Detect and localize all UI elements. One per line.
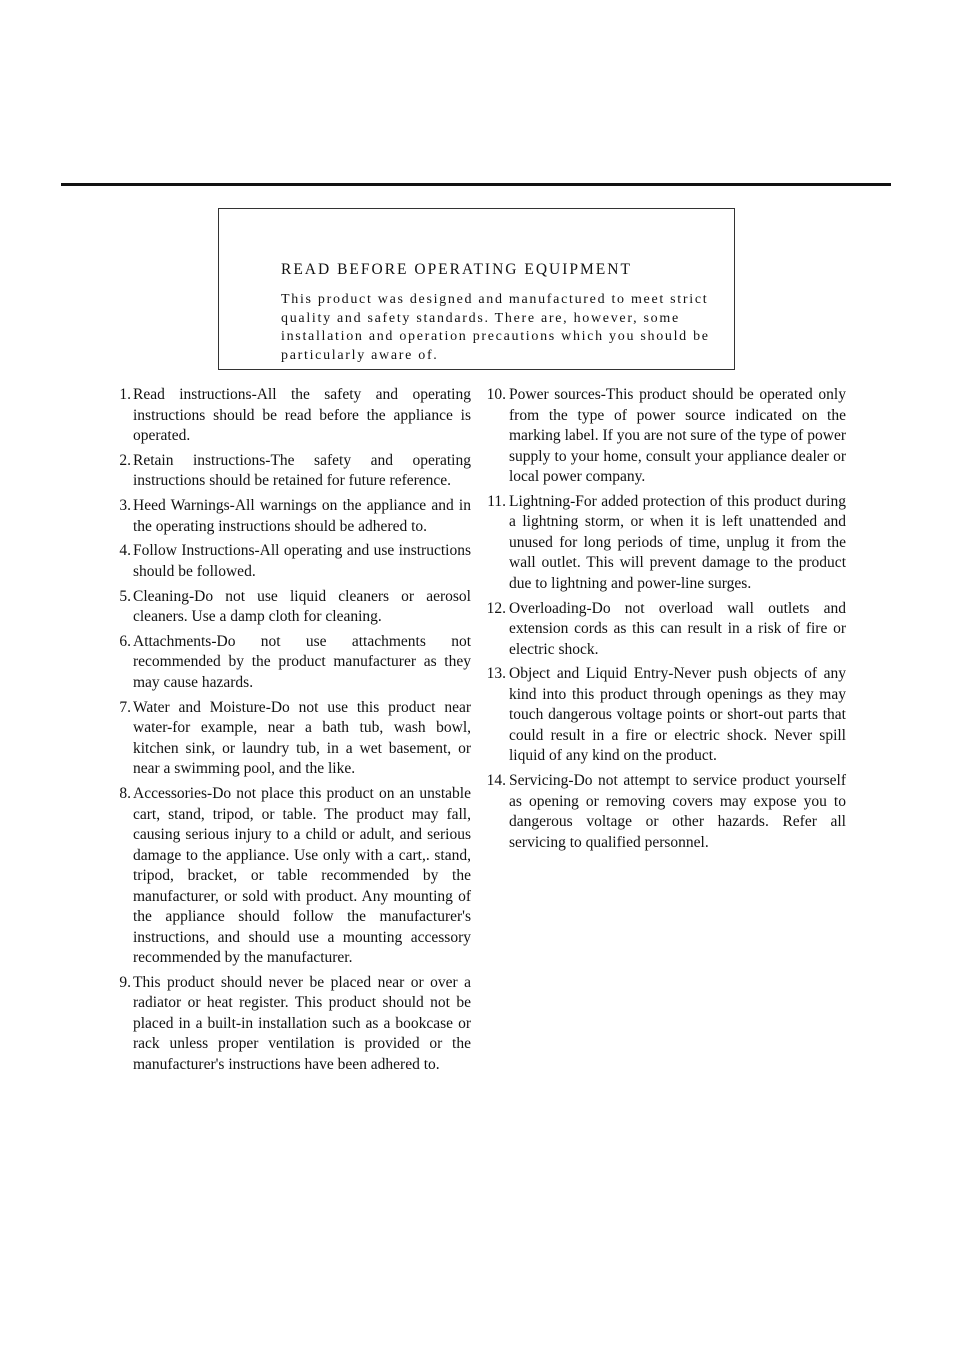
instruction-number: 4. — [119, 542, 131, 560]
instruction-number: 7. — [119, 698, 131, 716]
instruction-text: Attachments-Do not use attachments not recommended by the product manufacturer as they may cause hazards. — [133, 632, 471, 691]
instruction-text: Servicing-Do not attempt to service product yourself as opening or removing covers may expose you to dangerous voltage or other hazards. Refer all servicing to qualified personnel. — [509, 772, 846, 851]
notice-title: READ BEFORE OPERATING EQUIPMENT — [281, 261, 632, 278]
instruction-text: Heed Warnings-All warnings on the appliance and in the operating instructions should be adhered to. — [133, 497, 471, 535]
instruction-number: 2. — [119, 451, 131, 469]
instruction-item — [110, 698, 471, 780]
instruction-item — [110, 632, 471, 694]
instruction-number: 9. — [119, 973, 131, 991]
instruction-number: 10. — [486, 386, 506, 403]
instruction-item — [110, 541, 471, 582]
instruction-text: Overloading-Do not overload wall outlets and extension cords as this can result in a risk of fire or electric shock. — [509, 599, 846, 658]
instruction-number: 13. — [486, 665, 506, 683]
notice-body: This product was designed and manufactured to meet strict quality and safety standards. There are, however, some installation and operation precautions which you should be particularly aware of. — [281, 292, 710, 363]
instruction-text: Follow Instructions-All operating and use instructions should be followed. — [133, 542, 471, 580]
instruction-text: Object and Liquid Entry-Never push objects of any kind into this product through openings as they may touch dangerous voltage points or short-out parts that could result in a fire or electric shock. Never spill liquid of any kind on the product. — [509, 665, 846, 765]
instruction-text: Retain instructions-The safety and operating instructions should be retained for future reference. — [133, 451, 471, 490]
instructions-left-column — [110, 385, 471, 1080]
instruction-item — [110, 496, 471, 537]
instruction-item — [110, 587, 471, 628]
instruction-text: Water and Moisture-Do not use this product near water-for example, near a bath tub, wash bowl, kitchen sink, or laundry tub, in a wet basement, or near a swimming pool, and the like. — [133, 698, 471, 778]
instruction-number: 3. — [119, 497, 131, 515]
instruction-number: 1. — [119, 386, 131, 403]
instruction-number: 12. — [486, 599, 506, 617]
instruction-text: Power sources-This product should be operated only from the type of power source indicated on the marking label. If you are not sure of the type of power supply to your home, consult your appliance dealer or local power company. — [509, 386, 846, 485]
instruction-text: Accessories-Do not place this product on an unstable cart, stand, tripod, or table. The product may fall, causing serious injury to a child or adult, and serious damage to the appliance. Use only with a cart,. stand, tripod, bracket, or table recommended by the manufacturer, or sold with product. Any mounting of the appliance should follow the manufacturer's instructions, and should use a mounting accessory recommended by the manufacturer. — [133, 785, 471, 967]
instruction-text: Lightning-For added protection of this product during a lightning storm, or when it is left unattended and unused for long periods of time, unplug it from the wall outlet. This will prevent damage to the product due to lightning and power-line surges. — [509, 492, 846, 592]
instruction-text: Read instructions-All the safety and operating instructions should be read before the appliance is operated. — [133, 386, 471, 444]
instruction-number: 6. — [119, 632, 131, 650]
instruction-item — [110, 385, 471, 447]
instruction-text: This product should never be placed near or over a radiator or heat register. This product should not be placed in a built-in installation such as a bookcase or rack unless proper ventilation is provided or the manufacturer's instructions have been adhered to. — [133, 973, 471, 1073]
instruction-item — [482, 492, 846, 595]
instructions-right-column — [482, 385, 846, 857]
instruction-number: 8. — [119, 785, 131, 803]
instruction-number: 5. — [119, 587, 131, 605]
instruction-item — [482, 664, 846, 767]
instruction-number: 14. — [486, 772, 506, 790]
instruction-item — [110, 784, 471, 969]
instruction-item — [482, 771, 846, 853]
notice-box — [218, 208, 735, 370]
instruction-item — [110, 973, 471, 1076]
instruction-item — [482, 385, 846, 488]
instruction-item — [110, 451, 471, 492]
instruction-number: 11. — [487, 492, 506, 510]
header-rule — [61, 183, 891, 186]
instruction-item — [482, 599, 846, 661]
instruction-text: Cleaning-Do not use liquid cleaners or aerosol cleaners. Use a damp cloth for cleaning. — [133, 587, 471, 626]
